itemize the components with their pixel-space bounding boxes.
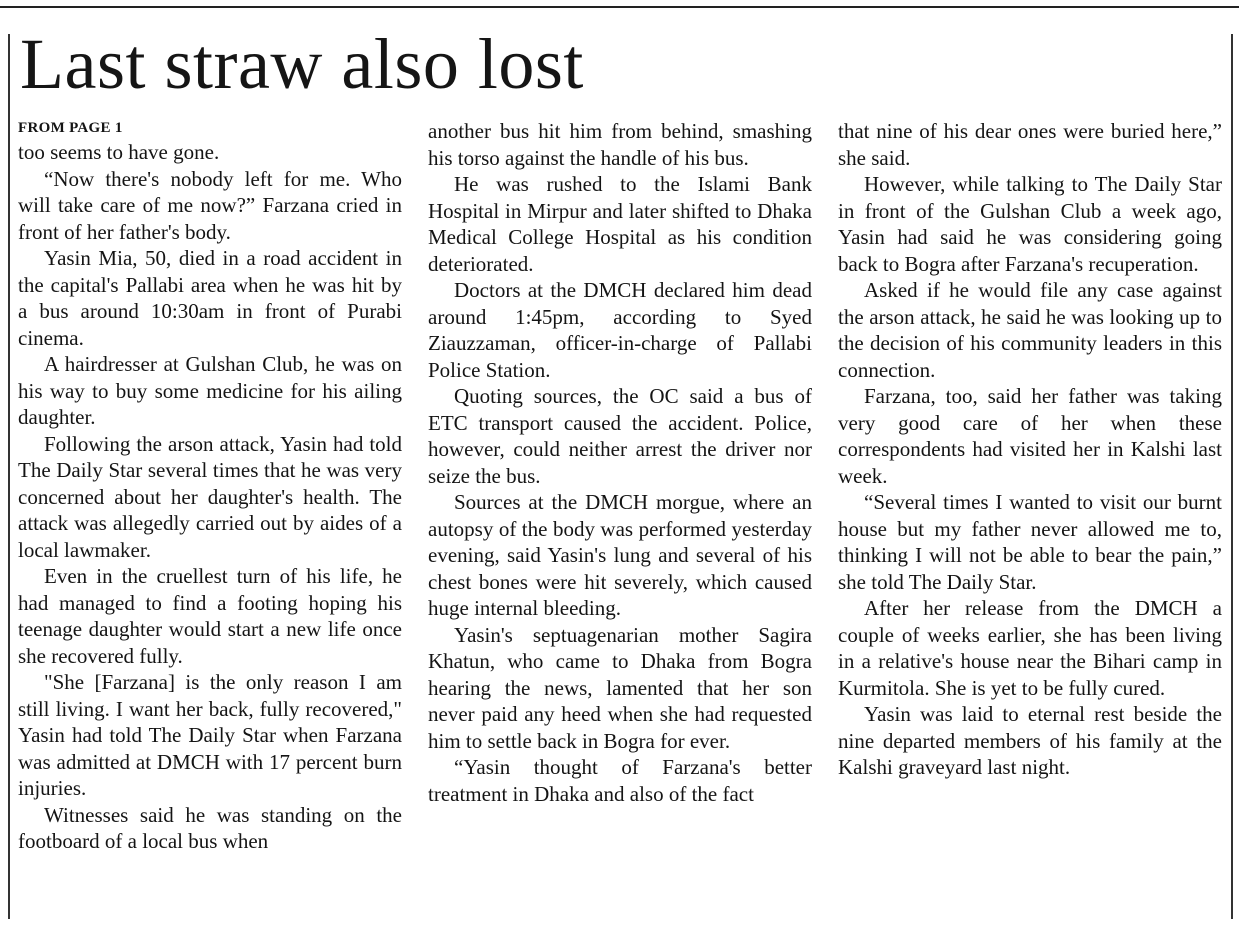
paragraph: Following the arson attack, Yasin had told The Daily Star several times that he was very concerned about her daughter's health. The attack was allegedly carried out by aides of a local lawmaker. — [18, 431, 402, 562]
paragraph: A hairdresser at Gulshan Club, he was on his way to buy some medicine for his ailing daughter. — [18, 352, 402, 429]
paragraph: Yasin was laid to eternal rest beside the nine departed members of his family at the Kalshi graveyard last night. — [838, 702, 1222, 779]
column-2 — [428, 118, 812, 918]
paragraph: “Yasin thought of Farzana's better treatment in Dhaka and also of the fact — [428, 755, 812, 806]
column-1 — [18, 118, 402, 918]
paragraph: Doctors at the DMCH declared him dead around 1:45pm, according to Syed Ziauzzaman, officer-in-charge of Pallabi Police Station. — [428, 278, 812, 382]
paragraph: that nine of his dear ones were buried here,” she said. — [838, 119, 1222, 170]
paragraph: After her release from the DMCH a couple of weeks earlier, she has been living in a relative's house near the Bihari camp in Kurmitola. She is yet to be fully cured. — [838, 596, 1222, 700]
paragraph: Yasin Mia, 50, died in a road accident in the capital's Pallabi area when he was hit by a bus around 10:30am in front of Purabi cinema. — [18, 246, 402, 350]
paragraph: Asked if he would file any case against the arson attack, he said he was looking up to the decision of his community leaders in this connection. — [838, 278, 1222, 382]
paragraph: too seems to have gone. — [18, 140, 220, 164]
column-3 — [838, 118, 1222, 918]
paragraph: Even in the cruellest turn of his life, he had managed to find a footing hoping his teenage daughter would start a new life once she recovered fully. — [18, 564, 402, 668]
paragraph: He was rushed to the Islami Bank Hospital in Mirpur and later shifted to Dhaka Medical College Hospital as his condition deteriorated. — [428, 172, 812, 276]
paragraph: “Now there's nobody left for me. Who will take care of me now?” Farzana cried in front of her father's body. — [18, 166, 402, 244]
paragraph: Yasin's septuagenarian mother Sagira Khatun, who came to Dhaka from Bogra hearing the news, lamented that her son never paid any heed when she had requested him to settle back in Bogra for ever. — [428, 622, 812, 753]
left-border-rule — [8, 34, 10, 919]
article-columns — [18, 118, 1224, 918]
continuation-kicker: FROM PAGE 1 — [18, 120, 123, 136]
paragraph: Witnesses said he was standing on the footboard of a local bus when — [18, 802, 402, 853]
top-border-rule — [0, 6, 1239, 8]
paragraph: Farzana, too, said her father was taking very good care of her when these correspondents had visited her in Kalshi last week. — [838, 384, 1222, 488]
headline: Last straw also lost — [20, 24, 584, 104]
paragraph: However, while talking to The Daily Star in front of the Gulshan Club a week ago, Yasin had said he was considering going back to Bogra after Farzana's recuperation. — [838, 172, 1222, 276]
paragraph: Quoting sources, the OC said a bus of ETC transport caused the accident. Police, however, could neither arrest the driver nor seize the bus. — [428, 384, 812, 488]
paragraph: "She [Farzana] is the only reason I am still living. I want her back, fully recovered," Yasin had told The Daily Star when Farzana was admitted at DMCH with 17 percent burn injuries. — [18, 670, 402, 800]
paragraph: “Several times I wanted to visit our burnt house but my father never allowed me to, thinking I will not be able to bear the pain,” she told The Daily Star. — [838, 490, 1222, 594]
paragraph: Sources at the DMCH morgue, where an autopsy of the body was performed yesterday evening, said Yasin's lung and several of his chest bones were hit severely, which caused huge internal bleeding. — [428, 490, 812, 620]
paragraph: another bus hit him from behind, smashing his torso against the handle of his bus. — [428, 119, 812, 170]
right-border-rule — [1231, 34, 1233, 919]
